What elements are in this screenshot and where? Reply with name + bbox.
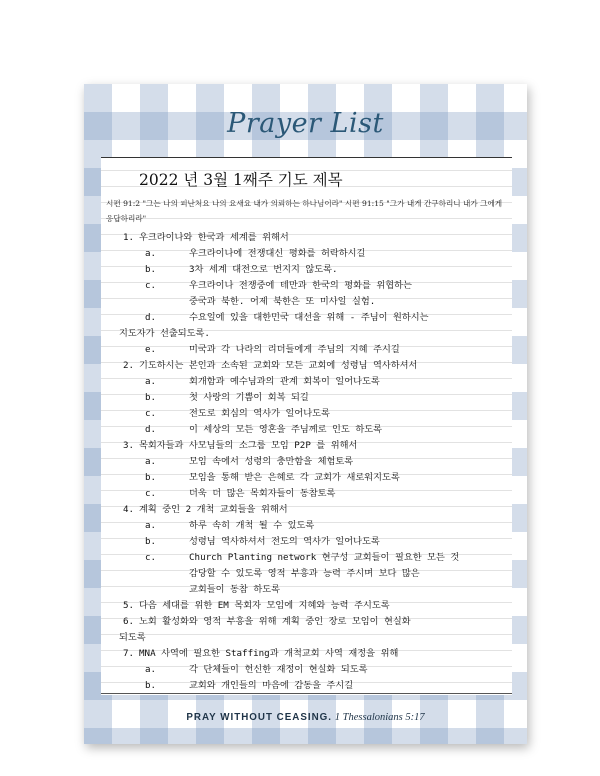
- list-item: [101, 534, 512, 550]
- sub-item-text: Church Planting network 현구성 교회들이 필요한 모든 것: [189, 552, 460, 563]
- sub-item-text: 모임 속에서 성령의 충만함을 체험토록: [189, 456, 354, 467]
- list-item: [101, 630, 512, 646]
- item-text: 노회 활성화와 영적 부흥을 위해 계획 중인 장로 모임이 현실화: [139, 616, 411, 627]
- list-item: [101, 438, 512, 454]
- sub-item-text: 수요일에 있을 대한민국 대선을 위해 - 주님이 원하시는: [189, 312, 429, 323]
- list-item: [101, 342, 512, 358]
- sub-item-text: 모임을 통해 받은 은혜로 각 교회가 새로워지도록: [189, 472, 400, 483]
- list-item: [101, 470, 512, 486]
- sub-item-letter: c.: [145, 552, 157, 563]
- sub-item-text: 회개함과 예수님과의 관계 회복이 일어나도록: [189, 376, 380, 387]
- sub-item-letter: d.: [145, 424, 157, 435]
- sub-item-letter: b.: [145, 392, 157, 403]
- list-item: [101, 246, 512, 262]
- sub-item-letter: e.: [145, 344, 157, 355]
- sub-item-text: 우크라이나에 전쟁대신 평화를 허락하시길: [189, 248, 366, 259]
- list-item: [101, 422, 512, 438]
- sub-item-text: 하루 속히 개척 될 수 있도록: [189, 520, 315, 531]
- page-title: Prayer List: [227, 108, 384, 139]
- list-item: [101, 486, 512, 502]
- sub-item-letter: a.: [145, 456, 157, 467]
- sub-item-letter: c.: [145, 408, 157, 419]
- item-continuation: 되도록: [119, 632, 146, 643]
- item-number: 7.: [123, 648, 135, 659]
- list-item: [101, 454, 512, 470]
- list-item: [101, 358, 512, 374]
- item-text: 우크라이나와 한국과 세계를 위해서: [139, 232, 289, 243]
- item-continuation: 지도자가 선출되도록.: [119, 328, 210, 339]
- item-number: 5.: [123, 600, 135, 611]
- list-item: [101, 294, 512, 310]
- sub-item-letter: c.: [145, 280, 157, 291]
- sub-item-text: 교회와 개인들의 마음에 감동을 주시길: [189, 680, 354, 691]
- sub-item-text: 전도로 회심의 역사가 일어나도록: [189, 408, 330, 419]
- verse-text: 시편 91:2 "그는 나의 피난처요 나의 요새요 내가 의뢰하는 하나님이라" 시편 91:15 "그가 내게 간구하리니 내가 그에게 응답하리라": [106, 199, 503, 223]
- item-number: 3.: [123, 440, 135, 451]
- list-item: [101, 374, 512, 390]
- sub-item-letter: b.: [145, 536, 157, 547]
- list-item: [101, 550, 512, 566]
- divider: [101, 693, 512, 694]
- list-item: [101, 582, 512, 598]
- list-item: [101, 262, 512, 278]
- sub-item-letter: a.: [145, 664, 157, 675]
- item-number: 1.: [123, 232, 135, 243]
- footer-reference: 1 Thessalonians 5:17: [334, 712, 425, 723]
- sub-item-text: 각 단체들이 헌신한 재정이 현실화 되도록: [189, 664, 368, 675]
- list-item: [101, 646, 512, 662]
- list-item: [101, 678, 512, 694]
- sub-item-letter: b.: [145, 264, 157, 275]
- list-item: [101, 326, 512, 342]
- prayer-items-list: [101, 230, 512, 694]
- list-item: [101, 662, 512, 678]
- heading: 2022 년 3월 1째주 기도 제목: [139, 171, 343, 189]
- list-item: [101, 566, 512, 582]
- lined-paper: [101, 157, 512, 695]
- sub-item-text: 우크라이나 전쟁중에 테만과 한국의 평화를 위협하는: [189, 280, 412, 291]
- sub-item-letter: b.: [145, 680, 157, 691]
- sub-item-letter: c.: [145, 488, 157, 499]
- item-continuation: 교회들이 동참 하도록: [189, 584, 280, 595]
- list-item: [101, 406, 512, 422]
- sub-item-text: 첫 사랑의 기쁨이 회복 되길: [189, 392, 309, 403]
- item-text: 목회자들과 사모님들의 소그룹 모임 P2P 를 위해서: [139, 440, 358, 451]
- sub-item-letter: a.: [145, 376, 157, 387]
- list-item: [101, 230, 512, 246]
- item-text: 다음 세대를 위한 EM 목회자 모임에 지혜와 능력 주시도록: [139, 600, 390, 611]
- sub-item-letter: a.: [145, 520, 157, 531]
- list-item: [101, 390, 512, 406]
- list-item: [101, 614, 512, 630]
- list-item: [101, 598, 512, 614]
- sub-item-letter: a.: [145, 248, 157, 259]
- list-item: [101, 310, 512, 326]
- sub-item-text: 이 세상의 모든 영혼을 주님께로 인도 하도록: [189, 424, 382, 435]
- sub-item-text: 성령님 역사하셔서 전도의 역사가 일어나도록: [189, 536, 380, 547]
- prayer-list-card: [84, 84, 527, 744]
- list-item: [101, 502, 512, 518]
- sub-item-letter: b.: [145, 472, 157, 483]
- footer: [84, 712, 527, 723]
- item-text: MNA 사역에 필요한 Staffing과 개척교회 사역 재정을 위해: [139, 648, 399, 659]
- item-text: 계획 중인 2 개척 교회들을 위해서: [139, 504, 288, 515]
- sub-item-text: 3차 세계 대전으로 번지지 않도록.: [189, 264, 338, 275]
- footer-main: PRAY WITHOUT CEASING.: [186, 712, 333, 723]
- item-number: 6.: [123, 616, 135, 627]
- sub-item-text: 더욱 더 많은 목회자들이 동참토록: [189, 488, 336, 499]
- list-item: [101, 278, 512, 294]
- sub-item-text: 미국과 각 나라의 리더들에게 주님의 지혜 주시길: [189, 344, 400, 355]
- list-item: [101, 518, 512, 534]
- item-number: 4.: [123, 504, 135, 515]
- item-text: 기도하시는 본인과 소속된 교회와 모든 교회에 성령님 역사하셔서: [139, 360, 418, 371]
- item-continuation: 감당할 수 있도록 영적 부흥과 능력 주시며 보다 많은: [189, 568, 420, 579]
- item-number: 2.: [123, 360, 135, 371]
- item-continuation: 중국과 북한. 어제 북한은 또 미사일 실험.: [189, 296, 376, 307]
- sub-item-letter: d.: [145, 312, 157, 323]
